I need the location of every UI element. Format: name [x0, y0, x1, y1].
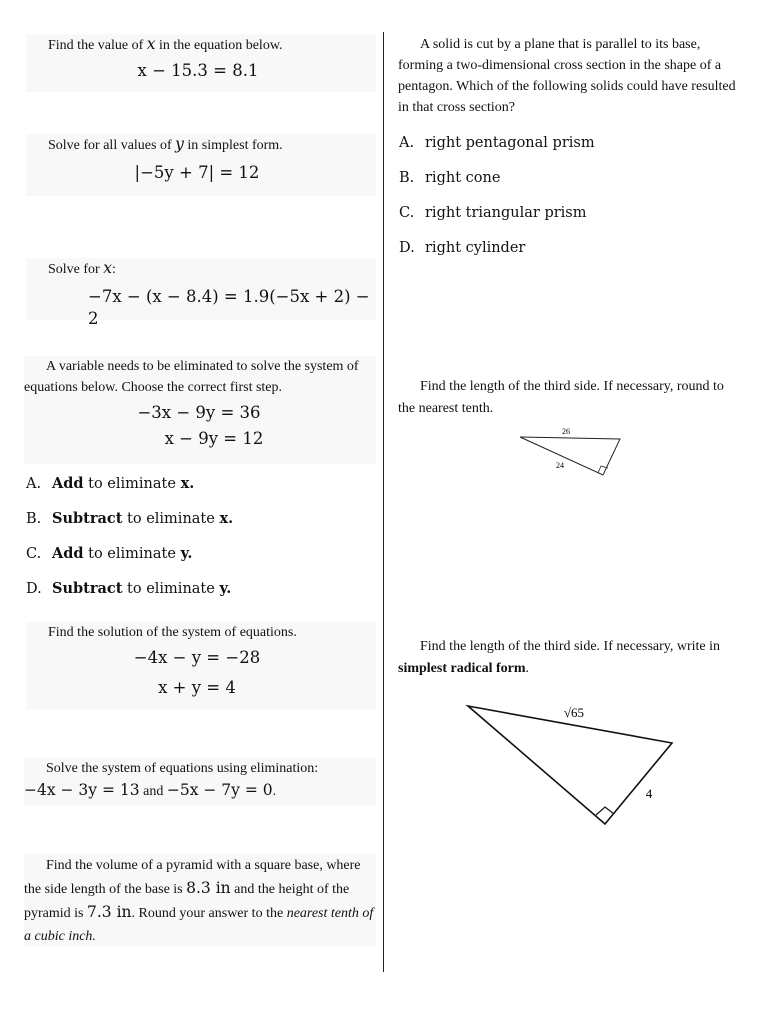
- column-divider: [383, 32, 384, 972]
- question-10: [398, 636, 748, 680]
- question-1-prompt: Find the value of x in the equation below.: [48, 35, 283, 53]
- question-2-equation: |−5y + 7| = 12: [134, 163, 260, 182]
- question-8-option-c[interactable]: C. right triangular prism: [399, 205, 587, 221]
- question-3-prompt: Solve for x:: [48, 259, 116, 277]
- question-5: [26, 622, 376, 710]
- question-6: [24, 758, 376, 806]
- question-4-prompt: A variable needs to be eliminated to solve the system of equations below. Choose the correct first step.: [24, 359, 359, 395]
- question-1: [26, 34, 376, 92]
- question-8-prompt: A solid is cut by a plane that is parallel to its base, forming a two-dimensional cross section in the shape of a pentagon. Which of the following solids could have resulted in that cross section?: [398, 37, 736, 115]
- question-4-equation-2: x − 9y = 12: [164, 429, 264, 448]
- question-6-prompt: Solve the system of equations using elimination:: [46, 761, 319, 776]
- question-2-prompt: Solve for all values of y in simplest form.: [48, 135, 283, 153]
- question-9-hypotenuse-label: 26: [562, 427, 570, 436]
- question-10-prompt: Find the length of the third side. If necessary, write in simplest radical form.: [398, 639, 721, 676]
- question-7-prompt: Find the volume of a pyramid with a square base, where the side length of the base is 8.3 in and the height of the pyramid is 7.3 in. Round your answer to the nearest tenth of a cubic inch.: [24, 858, 374, 944]
- question-10-triangle: [468, 706, 672, 824]
- question-6-equations: −4x − 3y = 13 and −5x − 7y = 0.: [24, 781, 277, 799]
- question-3-equation: −7x − (x − 8.4) = 1.9(−5x + 2) − 2: [88, 287, 370, 328]
- question-8-option-b[interactable]: B. right cone: [399, 170, 501, 186]
- question-5-prompt: Find the solution of the system of equations.: [48, 625, 297, 640]
- question-4: [24, 356, 376, 464]
- question-10-right-angle-mark: [596, 807, 614, 815]
- question-4-option-c[interactable]: C. Add to eliminate y.: [26, 545, 193, 562]
- question-10-triangle-figure: [460, 696, 690, 836]
- question-4-option-b[interactable]: B. Subtract to eliminate x.: [26, 510, 234, 527]
- question-9: [398, 376, 743, 420]
- question-4-equation-1: −3x − 9y = 36: [137, 403, 261, 422]
- question-8-option-d[interactable]: D. right cylinder: [399, 240, 526, 256]
- question-4-option-d[interactable]: D. Subtract to eliminate y.: [26, 580, 232, 597]
- question-9-leg-label: 24: [556, 461, 564, 470]
- question-10-leg-label: 4: [645, 786, 653, 801]
- question-8-option-a[interactable]: A. right pentagonal prism: [399, 135, 595, 151]
- question-3: [26, 258, 376, 328]
- question-4-option-a[interactable]: A. Add to eliminate x.: [26, 475, 195, 492]
- question-5-equation-1: −4x − y = −28: [133, 648, 261, 667]
- question-8: [398, 34, 743, 118]
- question-2: [26, 134, 376, 196]
- question-9-triangle: [520, 437, 620, 475]
- question-5-equation-2: x + y = 4: [158, 678, 236, 697]
- question-10-hypotenuse-label: √65: [563, 705, 585, 720]
- question-7: [24, 854, 376, 946]
- question-9-triangle-figure: [510, 422, 630, 482]
- question-9-prompt: Find the length of the third side. If necessary, round to the nearest tenth.: [398, 379, 724, 416]
- question-1-equation: x − 15.3 = 8.1: [137, 61, 259, 80]
